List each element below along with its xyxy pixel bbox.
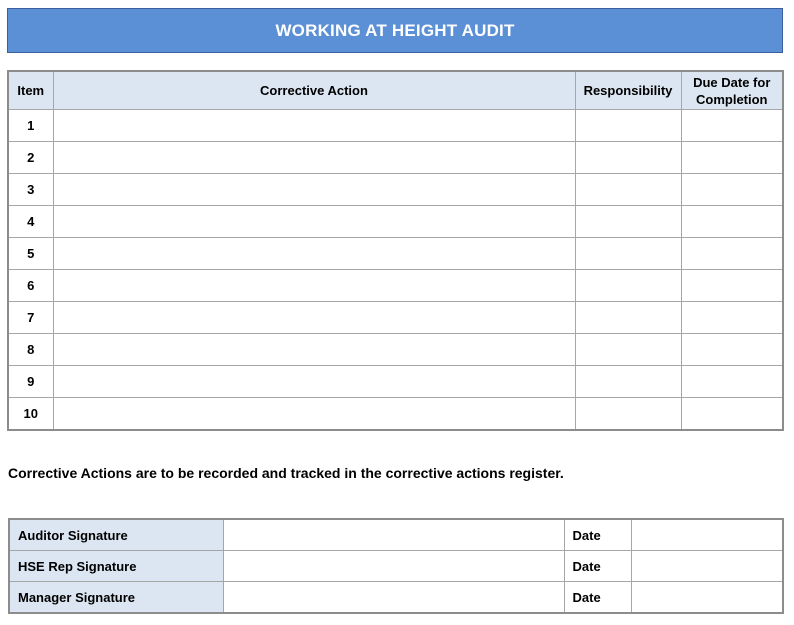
table-row — [8, 174, 783, 206]
item-number: 8 — [8, 334, 53, 366]
responsibility-cell[interactable] — [575, 174, 681, 206]
auditor-signature-label: Auditor Signature — [9, 519, 223, 551]
manager-signature-label: Manager Signature — [9, 582, 223, 614]
corrective-action-cell[interactable] — [53, 334, 575, 366]
due-date-cell[interactable] — [681, 302, 783, 334]
hse-rep-signature-field[interactable] — [223, 551, 564, 582]
corrective-action-cell[interactable] — [53, 270, 575, 302]
table-row — [8, 334, 783, 366]
item-number: 5 — [8, 238, 53, 270]
table-row — [8, 206, 783, 238]
signature-table — [8, 518, 784, 614]
responsibility-cell[interactable] — [575, 366, 681, 398]
manager-date-field[interactable] — [631, 582, 783, 614]
hse-rep-signature-label: HSE Rep Signature — [9, 551, 223, 582]
signature-row-manager — [9, 582, 783, 614]
due-date-cell[interactable] — [681, 142, 783, 174]
item-number: 7 — [8, 302, 53, 334]
responsibility-cell[interactable] — [575, 238, 681, 270]
auditor-date-label: Date — [564, 519, 631, 551]
item-number: 9 — [8, 366, 53, 398]
responsibility-cell[interactable] — [575, 142, 681, 174]
hse-rep-date-field[interactable] — [631, 551, 783, 582]
due-date-cell[interactable] — [681, 238, 783, 270]
table-header-row — [8, 71, 783, 110]
corrective-actions-table — [7, 70, 784, 431]
responsibility-cell[interactable] — [575, 302, 681, 334]
auditor-date-field[interactable] — [631, 519, 783, 551]
due-date-cell[interactable] — [681, 174, 783, 206]
table-row — [8, 238, 783, 270]
corrective-action-cell[interactable] — [53, 206, 575, 238]
responsibility-cell[interactable] — [575, 398, 681, 431]
due-date-cell[interactable] — [681, 110, 783, 142]
manager-date-label: Date — [564, 582, 631, 614]
page-title: WORKING AT HEIGHT AUDIT — [7, 8, 783, 53]
corrective-action-cell[interactable] — [53, 398, 575, 431]
item-number: 6 — [8, 270, 53, 302]
table-row — [8, 110, 783, 142]
responsibility-cell[interactable] — [575, 206, 681, 238]
column-header-due-date: Due Date for Completion — [681, 71, 783, 110]
corrective-action-cell[interactable] — [53, 110, 575, 142]
responsibility-cell[interactable] — [575, 270, 681, 302]
register-note: Corrective Actions are to be recorded and tracked in the corrective actions register. — [8, 465, 564, 481]
due-date-cell[interactable] — [681, 366, 783, 398]
corrective-action-cell[interactable] — [53, 142, 575, 174]
auditor-signature-field[interactable] — [223, 519, 564, 551]
corrective-action-cell[interactable] — [53, 366, 575, 398]
item-number: 10 — [8, 398, 53, 431]
item-number: 2 — [8, 142, 53, 174]
corrective-action-cell[interactable] — [53, 238, 575, 270]
item-number: 4 — [8, 206, 53, 238]
corrective-action-cell[interactable] — [53, 174, 575, 206]
table-row — [8, 142, 783, 174]
responsibility-cell[interactable] — [575, 110, 681, 142]
table-row — [8, 398, 783, 431]
item-number: 1 — [8, 110, 53, 142]
signature-row-hse-rep — [9, 551, 783, 582]
due-date-cell[interactable] — [681, 206, 783, 238]
table-row — [8, 302, 783, 334]
item-number: 3 — [8, 174, 53, 206]
due-date-cell[interactable] — [681, 270, 783, 302]
column-header-corrective-action: Corrective Action — [53, 71, 575, 110]
column-header-item: Item — [8, 71, 53, 110]
column-header-responsibility: Responsibility — [575, 71, 681, 110]
table-row — [8, 366, 783, 398]
due-date-cell[interactable] — [681, 334, 783, 366]
manager-signature-field[interactable] — [223, 582, 564, 614]
corrective-action-cell[interactable] — [53, 302, 575, 334]
hse-rep-date-label: Date — [564, 551, 631, 582]
responsibility-cell[interactable] — [575, 334, 681, 366]
due-date-cell[interactable] — [681, 398, 783, 431]
signature-row-auditor — [9, 519, 783, 551]
table-row — [8, 270, 783, 302]
